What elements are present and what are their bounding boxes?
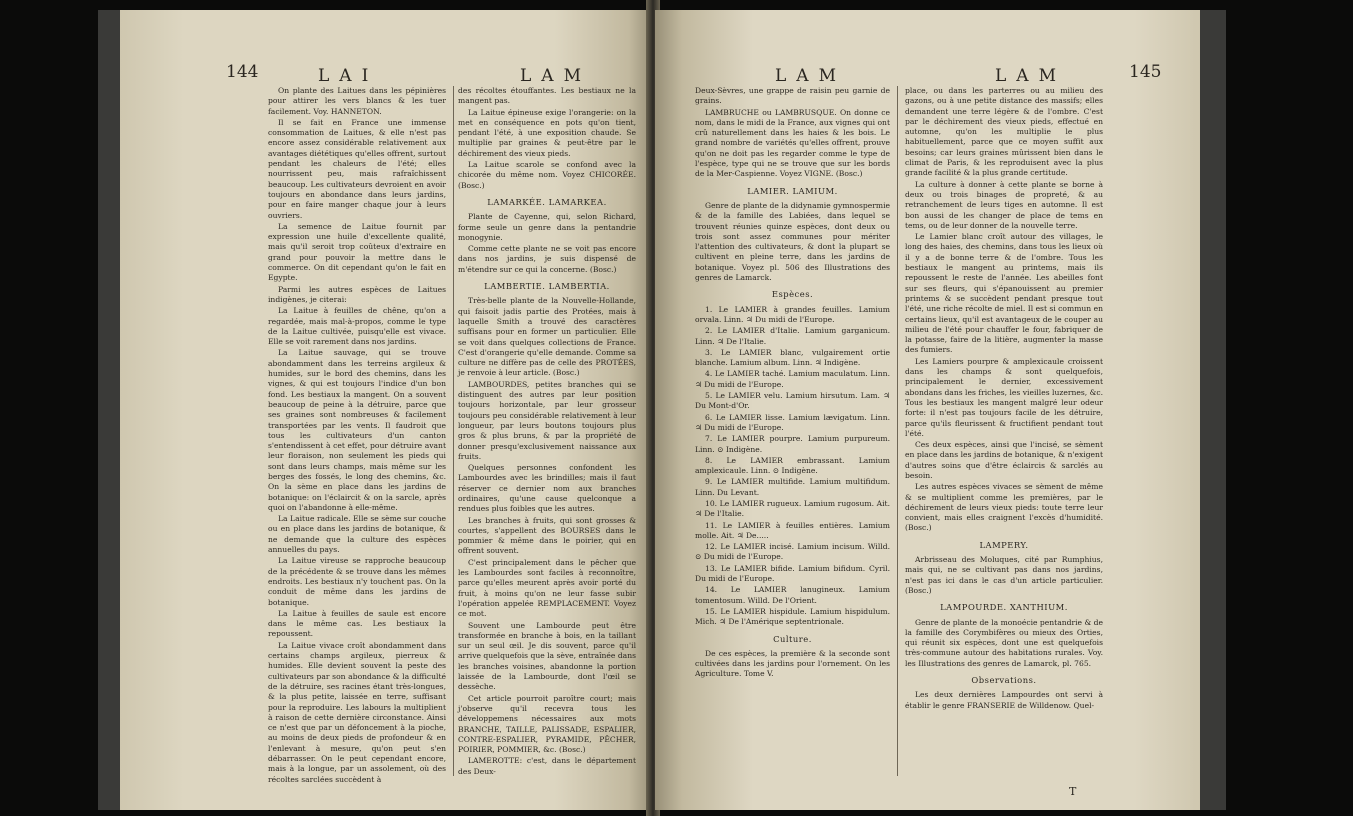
section-heading: Culture. bbox=[773, 633, 812, 644]
section-heading: LAMPERY. bbox=[979, 539, 1029, 550]
paragraph: LAMEROTTE: c'est, dans le département des Deux- bbox=[458, 756, 636, 776]
page-number-right: 145 bbox=[1129, 62, 1162, 82]
paragraph: Souvent une Lambourde peut être transformée en branche à bois, en la taillant sur un seul œil. Je dis souvent, parce qu'il arrive quelquefois que la sève, entraînée dans les branches voisines, abandonne la portion laissée de la Lambourde, dont l'œil se dessèche. bbox=[458, 620, 636, 692]
column-rule-right bbox=[897, 86, 898, 776]
page-number-left: 144 bbox=[226, 62, 259, 82]
signature-mark: T bbox=[1069, 785, 1077, 798]
paragraph: place, ou dans les parterres ou au milieu des gazons, ou à une petite distance des massifs; elles demandent une terre légère & de l'ombre. C'est par le déchirement des vieux pieds, effectué en automne, qu'on les multiplie le plus habituellement, parce que ce moyen suffit aux besoins; car leurs graines mûrissent bien dans le climat de Paris, & les reproduisent avec la plus grande facilité & la plus grande certitude. bbox=[905, 86, 1103, 178]
paragraph: Parmi les autres espèces de Laitues indigènes, je citerai: bbox=[268, 284, 446, 304]
paragraph: Les deux dernières Lampourdes ont servi à établir le genre FRANSERIE de Willdenow. Quel- bbox=[905, 690, 1103, 710]
paragraph: Très-belle plante de la Nouvelle-Hollande, qui faisoit jadis partie des Protées, mais à laquelle Smith a trouvé des caractères suffisans pour en former un particulier. Elle se voit dans quelques collections de France. C'est d'orangerie qu'elle demande. Comme sa culture ne diffère pas de celle des PROTÉES, je renvoie à leur article. (Bosc.) bbox=[458, 296, 636, 378]
right-page-edges bbox=[1200, 10, 1226, 810]
left-column-1 bbox=[268, 86, 446, 784]
paragraph: LAMBOURDES, petites branches qui se distinguent des autres par leur position toujours horizontale, par leur grosseur toujours peu considérable relativement à leur longueur, par leurs boutons toujours plus gros & plus bruns, & par la propriété de donner presqu'exclusivement naissance aux fruits. bbox=[458, 379, 636, 461]
paragraph: De ces espèces, la première & la seconde sont cultivées dans les jardins pour l'ornement. On les Agriculture. Tome V. bbox=[695, 648, 890, 679]
paragraph: Cet article pourroit paroître court; mais j'observe qu'il recevra tous les développemens nécessaires aux mots BRANCHE, TAILLE, PALISSADE, ESPALIER, CONTRE-ESPALIER, PYRAMIDE, PÊCHER, POIRIER, POMMIER, &c. (Bosc.) bbox=[458, 693, 636, 755]
paragraph: Il se fait en France une immense consommation de Laitues, & elle n'est pas encore assez considérable relativement aux avantages diététiques qu'elles offrent, surtout pendant les chaleurs de l'été; elles nourrissent peu, mais rafraîchissent beaucoup. Les cultivateurs devroient en avoir toujours en abondance dans leurs jardins, pour en faire manger chaque jour à leurs ouvriers. bbox=[268, 117, 446, 220]
running-head-left-col1: LAI bbox=[318, 66, 379, 86]
paragraph: Ces deux espèces, ainsi que l'incisé, se sèment en place dans les jardins de botanique, & n'exigent d'autres soins que d'être éclaircis & sarclés au besoin. bbox=[905, 440, 1103, 480]
column-rule-left bbox=[453, 86, 454, 776]
paragraph: La culture à donner à cette plante se borne à deux ou trois binages de propreté, & au retranchement de leurs tiges en automne. Il est bon aussi de les changer de place de tems en tems, ou de leur donner de la nouvelle terre. bbox=[905, 179, 1103, 230]
right-column-2 bbox=[905, 86, 1103, 776]
paragraph: Arbrisseau des Moluques, cité par Rumphius, mais qui, ne se cultivant pas dans nos jardins, n'est pas ici dans le cas d'un article particulier. (Bosc.) bbox=[905, 555, 1103, 595]
paragraph: La Laitue scarole se confond avec la chicorée du même nom. Voyez CHICORÉE. (Bosc.) bbox=[458, 160, 636, 190]
paragraph: Quelques personnes confondent les Lambourdes avec les brindilles; mais il faut réserver ce dernier nom aux branches ordinaires, qu'une cause quelconque a rendues plus foibles que les autres. bbox=[458, 463, 636, 514]
paragraph: La Laitue vivace croît abondamment dans certains champs argileux, pierreux & humides. Elle devient souvent la peste des cultivateurs par son abondance & la difficulté de la détruire, ses racines étant très-longues, & la plus petite, laissée en terre, suffisant pour la reproduire. Les labours la multiplient à raison de cette dernière circonstance. Ainsi ce n'est que par un défoncement à la pioche, au moins de deux pieds de profondeur & en l'enlevant à mesure, qu'on peut s'en débarrasser. On le peut cependant encore, mais à la longue, par un assolement, où des récoltes sarclées succèdent à bbox=[268, 640, 446, 784]
paragraph: Genre de plante de la didynamie gymnospermie & de la famille des Labiées, dans lequel se trouvent réunies quinze espèces, dont deux ou trois sont assez communes pour mériter l'attention des cultivateurs, & dont la plupart se cultivent en pleine terre, dans les jardins de botanique. Voyez pl. 506 des Illustrations des genres de Lamarck. bbox=[695, 200, 890, 283]
paragraph: On plante des Laitues dans les pépinières pour attirer les vers blancs & les tuer facilement. Voy. HANNETON. bbox=[268, 86, 446, 116]
running-head-right-col2: LAM bbox=[995, 66, 1066, 86]
paragraph: 1. Le LAMIER à grandes feuilles. Lamium orvala. Linn. ♃ Du midi de l'Europe. bbox=[695, 304, 890, 324]
paragraph: 11. Le LAMIER à feuilles entières. Lamium molle. Ait. ♃ De..... bbox=[695, 520, 890, 540]
left-column-2 bbox=[458, 86, 636, 776]
paragraph: La Laitue radicale. Elle se sème sur couche ou en place dans les jardins de botanique, & ne demande que la culture des espèces annuelles du pays. bbox=[268, 514, 446, 555]
paragraph: Les branches à fruits, qui sont grosses & courtes, s'appellent des BOURSES dans le pommier & même dans le poirier, qui en offrent souvent. bbox=[458, 515, 636, 556]
paragraph: LAMBRUCHE ou LAMBRUSQUE. On donne ce nom, dans le midi de la France, aux vignes qui ont crû naturellement dans les haies & les bois. Le grand nombre de variétés qu'elles offrent, prouve qu'on ne doit pas les regarder comme le type de l'espèce, type qui ne se trouve que sur les bords de la Mer-Caspienne. Voyez VIGNE. (Bosc.) bbox=[695, 107, 890, 179]
paragraph: 15. Le LAMIER hispidule. Lamium hispidulum. Mich. ♃ De l'Amérique septentrionale. bbox=[695, 606, 890, 627]
paragraph: La Laitue à feuilles de chêne, qu'on a regardée, mais mal-à-propos, comme le type de la Laitue cultivée, puisqu'elle est vivace. Elle se voit rarement dans nos jardins. bbox=[268, 306, 446, 347]
paragraph: La Laitue à feuilles de saule est encore dans le même cas. Les bestiaux la repoussent. bbox=[268, 608, 446, 639]
paragraph: 5. Le LAMIER velu. Lamium hirsutum. Lam. ♃ Du Mont-d'Or. bbox=[695, 391, 890, 411]
paragraph: Comme cette plante ne se voit pas encore dans nos jardins, je suis dispensé de m'étendre sur ce qui la concerne. (Bosc.) bbox=[458, 244, 636, 274]
section-heading: LAMBERTIE. LAMBERTIA. bbox=[484, 281, 610, 292]
paragraph: La Laitue épineuse exige l'orangerie: on la met en conséquence en pots qu'on tient, pendant l'été, à une exposition chaude. Se multiplie par graines & peut-être par le déchirement des vieux pieds. bbox=[458, 107, 636, 158]
paragraph: 2. Le LAMIER d'Italie. Lamium garganicum. Linn. ♃ De l'Italie. bbox=[695, 326, 890, 346]
section-heading: LAMIER. LAMIUM. bbox=[747, 185, 838, 196]
paragraph: 6. Le LAMIER lisse. Lamium lævigatum. Linn. ♃ Du midi de l'Europe. bbox=[695, 412, 890, 432]
paragraph: 7. Le LAMIER pourpre. Lamium purpureum. Linn. ⊙ Indigène. bbox=[695, 434, 890, 454]
paragraph: Le Lamier blanc croît autour des villages, le long des haies, des chemins, dans tous les lieux où il y a de bonne terre & de l'ombre. Tous les bestiaux le mangent au printems, mais ils repoussent le reste de l'année. Les abeilles font sur ses fleurs, qui s'épanouissent au premier printems & se succèdent pendant presque tout l'été, une riche récolte de miel. Il est si commun en certains lieux, qu'il est avantageux de le couper au milieu de l'été pour chauffer le four, fabriquer de la potasse, faire de la litière, augmenter la masse des fumiers. bbox=[905, 232, 1103, 355]
paragraph: 13. Le LAMIER bifide. Lamium bifidum. Cyril. Du midi de l'Europe. bbox=[695, 563, 890, 584]
paragraph: Deux-Sèvres, une grappe de raisin peu garnie de grains. bbox=[695, 86, 890, 106]
section-heading: LAMARKÉE. LAMARKEA. bbox=[487, 196, 607, 207]
section-heading: LAMPOURDE. XANTHIUM. bbox=[940, 602, 1068, 613]
paragraph: 10. Le LAMIER rugueux. Lamium rugosum. Ait. ♃ De l'Italie. bbox=[695, 498, 890, 519]
paragraph: 4. Le LAMIER taché. Lamium maculatum. Linn. ♃ Du midi de l'Europe. bbox=[695, 369, 890, 389]
paragraph: Plante de Cayenne, qui, selon Richard, forme seule un genre dans la pentandrie monogynie. bbox=[458, 212, 636, 242]
running-head-right-col1: LAM bbox=[775, 66, 846, 86]
paragraph: 12. Le LAMIER incisé. Lamium incisum. Willd. ⊙ Du midi de l'Europe. bbox=[695, 542, 890, 562]
paragraph: La semence de Laitue fournit par expression une huile d'excellente qualité, mais qu'il seroit trop coûteux d'extraire en grand pour pouvoir la mettre dans le commerce. On dit cependant qu'on le fait en Egypte. bbox=[268, 221, 446, 283]
right-column-1 bbox=[695, 86, 890, 776]
paragraph: des récoltes étouffantes. Les bestiaux ne la mangent pas. bbox=[458, 86, 636, 106]
paragraph: La Laitue vireuse se rapproche beaucoup de la précédente & se trouve dans les mêmes endroits. Les bestiaux n'y touchent pas. On la conduit de même dans les jardins de botanique. bbox=[268, 556, 446, 607]
paragraph: Les Lamiers pourpre & amplexicaule croissent dans les champs & sont quelquefois, principalement le dernier, excessivement abondans dans les friches, les vieilles luzernes, &c. Tous les bestiaux les mangent malgré leur odeur forte: il n'est pas toujours facile de les détruire, parce qu'ils fleurissent & fructifient pendant tout l'été. bbox=[905, 356, 1104, 438]
paragraph: Les autres espèces vivaces se sèment de même & se multiplient comme les premières, par le déchirement de leurs vieux pieds: toute terre leur convient, mais elles craignent l'excès d'humidité. (Bosc.) bbox=[905, 482, 1103, 533]
section-heading: Espèces. bbox=[771, 289, 814, 300]
paragraph: La Laitue sauvage, qui se trouve abondamment dans les terreins argileux & humides, sur le bord des chemins, dans les vignes, & qui est toujours l'indice d'un bon fond. Les bestiaux la mangent. On a souvent beaucoup de peine à la détruire, parce que ses graines sont nombreuses & facilement transportées par les vents. Il faudroit que tous les cultivateurs d'un canton s'entendissent à cet effet, pour détruire avant leur floraison, non seulement les pieds qui sont dans leurs champs, mais même sur les berges des fossés, le long des chemins, &c. On la sème en place dans les jardins de botanique: on l'éclaircit & on la sarcle, après quoi on l'abandonne à elle-même. bbox=[268, 348, 446, 512]
left-page bbox=[120, 10, 650, 810]
paragraph: 3. Le LAMIER blanc, vulgairement ortie blanche. Lamium album. Linn. ♃ Indigène. bbox=[695, 347, 890, 368]
paragraph: Genre de plante de la monoécie pentandrie & de la famille des Corymbifères ou mieux des Orties, qui réunit six espèces, dont une est quelquefois très-commune autour des habitations rurales. Voy. les Illustrations des genres de Lamarck, pl. 765. bbox=[905, 617, 1103, 668]
left-page-edges bbox=[98, 10, 120, 810]
paragraph: 8. Le LAMIER embrassant. Lamium amplexicaule. Linn. ⊙ Indigène. bbox=[695, 455, 890, 476]
paragraph: 9. Le LAMIER multifide. Lamium multifidum. Linn. Du Levant. bbox=[695, 477, 890, 497]
right-page bbox=[655, 10, 1200, 810]
running-head-left-col2: LAM bbox=[520, 66, 591, 86]
section-heading: Observations. bbox=[971, 675, 1037, 686]
paragraph: C'est principalement dans le pêcher que les Lambourdes sont faciles à reconnoître, parce qu'elles meurent après avoir porté du fruit, à moins qu'on ne leur fasse subir l'opération appelée REMPLACEMENT. Voyez ce mot. bbox=[458, 557, 636, 619]
paragraph: 14. Le LAMIER lanugineux. Lamium tomentosum. Willd. De l'Orient. bbox=[695, 585, 890, 605]
